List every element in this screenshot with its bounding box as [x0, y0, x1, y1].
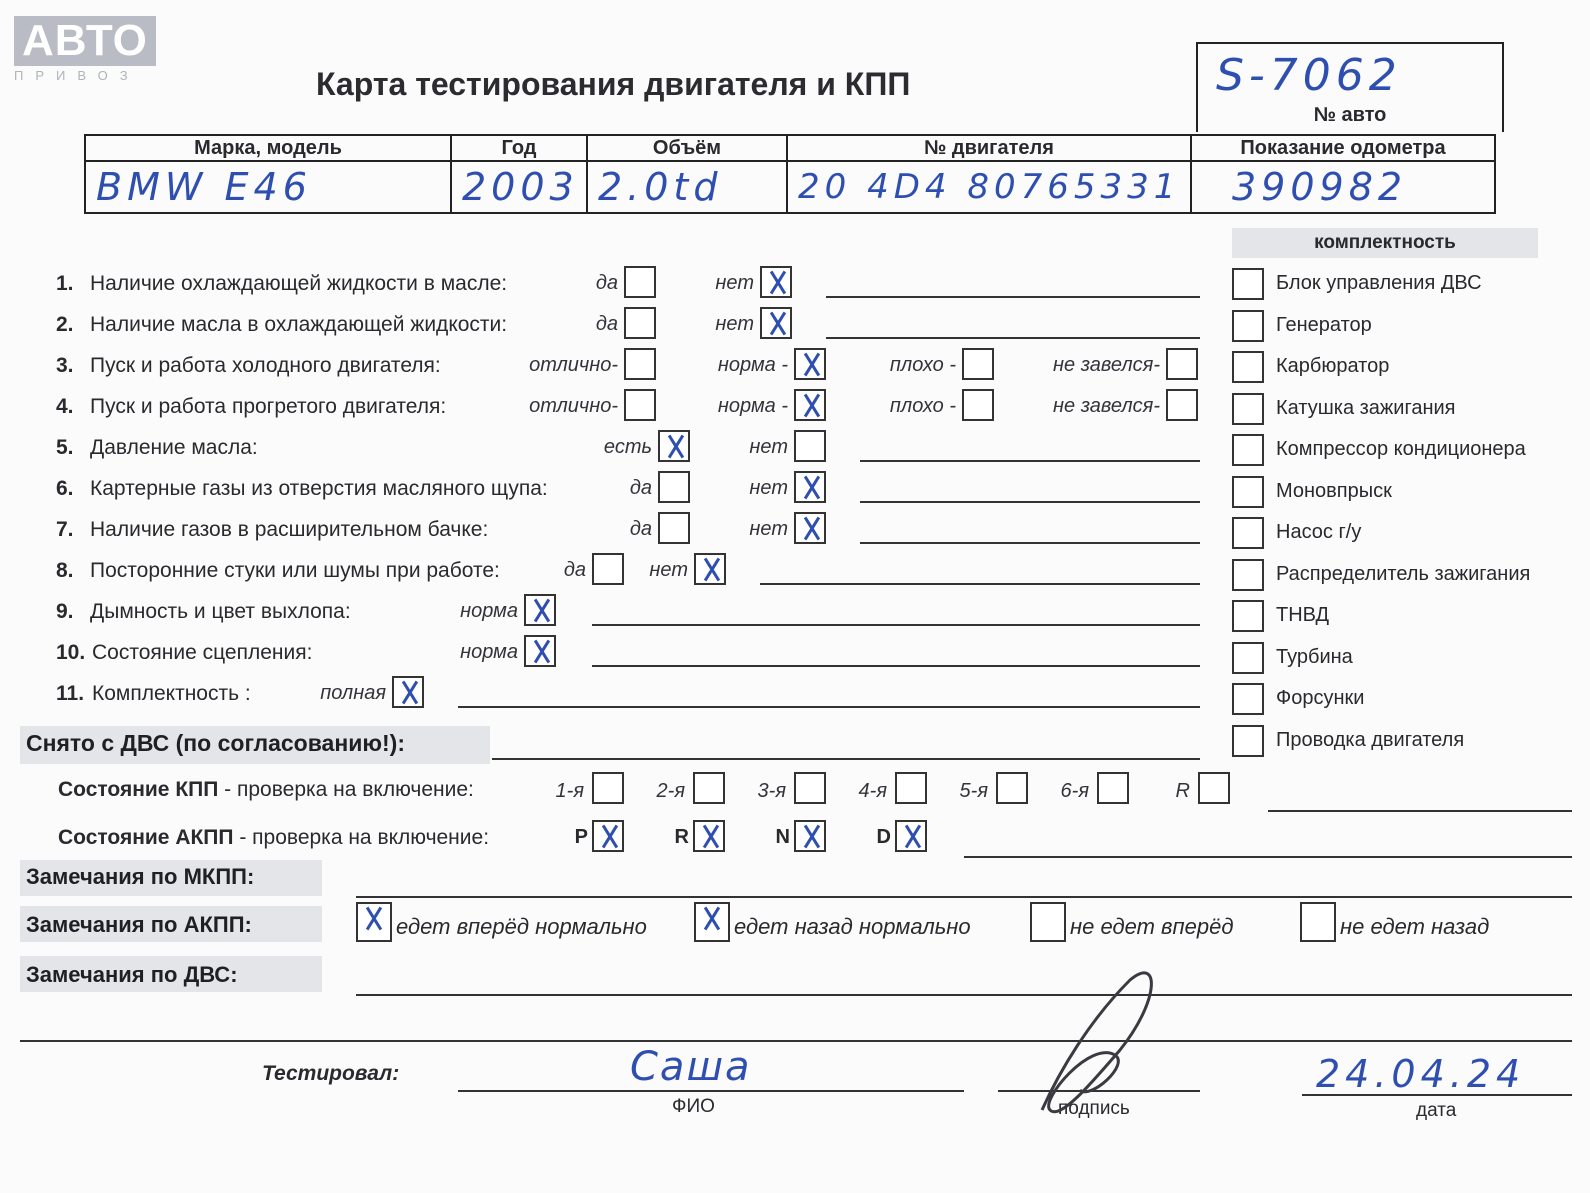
kit-item-label: Проводка двигателя [1276, 728, 1465, 751]
question-text: Состояние сцепления: [92, 641, 313, 664]
kit-item-label: Форсунки [1276, 687, 1365, 709]
gear-label: 6-я [1060, 780, 1089, 802]
option-checkbox[interactable] [794, 389, 826, 421]
option-checkbox[interactable] [658, 471, 690, 503]
option-label: да [629, 477, 652, 499]
mkpp-remarks-line[interactable] [356, 896, 1572, 898]
dvs-remarks-label: Замечания по ДВС: [26, 962, 238, 987]
question-number: 10. [56, 641, 86, 664]
akpp-gear-label: N [775, 826, 790, 848]
akpp-remark-checkbox[interactable] [1300, 902, 1336, 942]
question-text: Комплектность : [92, 682, 251, 705]
option-checkbox[interactable] [524, 635, 556, 667]
option-label: да [595, 272, 618, 294]
option-label: есть [603, 436, 652, 458]
logo [14, 16, 156, 83]
question-text: Давление масла: [90, 436, 258, 459]
kit-item-label: Катушка зажигания [1276, 396, 1456, 419]
kit-title-bar [1232, 228, 1538, 258]
logo-sub-text: ПРИВОЗ [14, 68, 140, 83]
gear-checkbox[interactable] [693, 772, 725, 804]
option-checkbox[interactable] [794, 430, 826, 462]
option-checkbox[interactable] [624, 389, 656, 421]
value-odometer[interactable]: 390982 [1191, 161, 1495, 213]
fio-line [458, 1090, 964, 1092]
answer-line[interactable] [458, 706, 1200, 708]
car-id-box [1196, 42, 1504, 104]
question-text: Наличие масла в охлаждающей жидкости: [90, 313, 508, 336]
gear-checkbox[interactable] [794, 772, 826, 804]
tester-name[interactable]: Саша [630, 1044, 752, 1090]
akpp-line[interactable] [964, 856, 1572, 858]
value-volume[interactable]: 2.0td [587, 161, 787, 213]
akpp-remark-label: не едет назад [1340, 914, 1490, 939]
answer-line[interactable] [592, 624, 1200, 626]
gear-label: 3-я [757, 780, 786, 802]
question-number: 11. [56, 682, 85, 705]
option-checkbox[interactable] [524, 594, 556, 626]
kit-checkbox[interactable] [1232, 559, 1264, 591]
akpp-remark-label: едет назад нормально [734, 914, 971, 939]
option-label: плохо - [889, 354, 956, 376]
dvs-remarks-line[interactable] [356, 994, 1572, 996]
fio-label: ФИО [672, 1096, 715, 1117]
akpp-gear-checkbox[interactable] [794, 820, 826, 852]
akpp-label-bold: Состояние АКПП [58, 826, 234, 849]
option-checkbox[interactable] [760, 266, 792, 298]
kit-checkbox[interactable] [1232, 434, 1264, 466]
test-date[interactable]: 24.04.24 [1316, 1052, 1526, 1096]
option-label: нет [715, 272, 754, 294]
option-checkbox[interactable] [962, 389, 994, 421]
question-number: 7. [56, 518, 74, 541]
header-make-model: Марка, модель [85, 135, 451, 161]
option-label: нет [749, 518, 788, 540]
sign-label: подпись [1058, 1098, 1130, 1119]
kit-item-label: ТНВД [1276, 604, 1330, 626]
option-checkbox[interactable] [1166, 389, 1198, 421]
kit-item-label: Компрессор кондиционера [1276, 438, 1526, 460]
option-label: нет [649, 559, 688, 581]
kit-checkbox[interactable] [1232, 476, 1264, 508]
akpp-gear-checkbox[interactable] [693, 820, 725, 852]
header-odometer: Показание одометра [1191, 135, 1495, 161]
akpp-gear-label: P [574, 826, 588, 848]
kpp-line[interactable] [1268, 810, 1572, 812]
question-text: Наличие охлаждающей жидкости в масле: [90, 272, 508, 295]
question-number: 6. [56, 477, 74, 500]
dvs-remarks-line-2[interactable] [20, 1040, 1572, 1042]
kit-checkbox[interactable] [1232, 683, 1264, 715]
page-title: Карта тестирования двигателя и КПП [316, 66, 911, 102]
option-checkbox[interactable] [760, 307, 792, 339]
answer-line[interactable] [860, 460, 1200, 462]
question-number: 4. [56, 395, 74, 418]
kit-item-label: Распределитель зажигания [1276, 562, 1531, 585]
akpp-remarks-label: Замечания по АКПП: [26, 912, 252, 937]
akpp-remark-checkbox[interactable] [356, 902, 392, 942]
akpp-remark-checkbox[interactable] [1030, 902, 1066, 942]
option-label: норма [460, 641, 518, 663]
kpp-label [58, 778, 474, 802]
answer-line[interactable] [826, 337, 1200, 339]
tested-by-label: Тестировал: [262, 1062, 400, 1085]
option-label: отлично- [529, 395, 618, 417]
value-engine-number[interactable]: 20 4D4 80765331 [787, 161, 1191, 213]
value-year[interactable]: 2003 [451, 161, 587, 213]
option-label: полная [320, 682, 386, 704]
gear-label: R [1175, 780, 1190, 802]
logo-main-text: АВТО [14, 16, 156, 66]
option-label: не завелся- [1053, 354, 1160, 376]
mkpp-remarks-label: Замечания по МКПП: [26, 864, 255, 889]
kit-item-label: Блок управления ДВС [1276, 272, 1482, 294]
kit-checkbox[interactable] [1232, 517, 1264, 549]
question-number: 1. [56, 272, 74, 295]
header-year: Год [451, 135, 587, 161]
kit-checkbox[interactable] [1232, 268, 1264, 300]
kit-checkbox[interactable] [1232, 393, 1264, 425]
question-number: 5. [56, 436, 74, 459]
header-engine-number: № двигателя [787, 135, 1191, 161]
answer-line[interactable] [760, 583, 1200, 585]
option-checkbox[interactable] [392, 676, 424, 708]
car-id-label: № авто [1196, 104, 1504, 132]
question-text: Наличие газов в расширительном бачке: [90, 518, 489, 541]
akpp-remark-label: едет вперёд нормально [396, 914, 647, 939]
kpp-label-bold: Состояние КПП [58, 778, 219, 801]
kit-title: комплектность [1314, 232, 1456, 253]
akpp-remark-checkbox[interactable] [694, 902, 730, 942]
akpp-remark-label: не едет вперёд [1070, 914, 1234, 939]
option-checkbox[interactable] [794, 471, 826, 503]
option-label: нет [715, 313, 754, 335]
option-checkbox[interactable] [624, 307, 656, 339]
option-label: да [595, 313, 618, 335]
gear-label: 2-я [656, 780, 685, 802]
kpp-label-rest: - проверка на включение: [218, 778, 474, 801]
gear-checkbox[interactable] [592, 772, 624, 804]
gear-label: 5-я [959, 780, 988, 802]
question-text: Картерные газы из отверстия масляного щупа: [90, 477, 548, 500]
question-number: 8. [56, 559, 74, 582]
gear-checkbox[interactable] [1097, 772, 1129, 804]
question-number: 3. [56, 354, 74, 377]
option-checkbox[interactable] [624, 266, 656, 298]
kit-item-label: Моновпрыск [1276, 479, 1392, 502]
option-checkbox[interactable] [794, 348, 826, 380]
akpp-label [58, 826, 489, 850]
option-label: не завелся- [1053, 395, 1160, 417]
question-text: Посторонние стуки или шумы при работе: [90, 559, 500, 582]
gear-label: 1-я [555, 780, 584, 802]
removed-line[interactable] [492, 758, 1200, 760]
question-number: 9. [56, 600, 74, 623]
answer-line[interactable] [592, 665, 1200, 667]
option-label: нет [749, 477, 788, 499]
akpp-gear-label: R [674, 826, 689, 848]
akpp-gear-checkbox[interactable] [592, 820, 624, 852]
date-label: дата [1416, 1100, 1457, 1121]
option-label: норма [460, 600, 518, 622]
kit-checkbox[interactable] [1232, 725, 1264, 757]
question-number: 2. [56, 313, 74, 336]
akpp-gear-label: D [876, 826, 891, 848]
gear-label: 4-я [858, 780, 887, 802]
date-line [1302, 1094, 1572, 1096]
option-label: норма - [717, 395, 788, 417]
akpp-label-rest: - проверка на включение: [233, 826, 490, 849]
kit-checkbox[interactable] [1232, 642, 1264, 674]
vehicle-info-table [84, 134, 1496, 214]
question-text: Пуск и работа прогретого двигателя: [90, 395, 447, 418]
option-checkbox[interactable] [658, 512, 690, 544]
kit-item-label: Насос г/у [1276, 521, 1362, 543]
option-label: да [563, 559, 586, 581]
option-checkbox[interactable] [592, 553, 624, 585]
kit-checkbox[interactable] [1232, 600, 1264, 632]
option-checkbox[interactable] [794, 512, 826, 544]
signature-scribble [1030, 960, 1170, 1130]
gear-checkbox[interactable] [996, 772, 1028, 804]
header-volume: Объём [587, 135, 787, 161]
answer-line[interactable] [860, 501, 1200, 503]
option-label: отлично- [529, 354, 618, 376]
gear-checkbox[interactable] [895, 772, 927, 804]
option-label: норма - [717, 354, 788, 376]
kit-item-label: Генератор [1276, 313, 1372, 336]
option-checkbox[interactable] [694, 553, 726, 585]
removed-label: Снято с ДВС (по согласованию!): [26, 730, 405, 756]
value-make-model[interactable]: BMW E46 [85, 161, 451, 213]
option-checkbox[interactable] [1166, 348, 1198, 380]
kit-checkbox[interactable] [1232, 310, 1264, 342]
kit-item-label: Карбюратор [1276, 355, 1390, 377]
kit-checkbox[interactable] [1232, 351, 1264, 383]
question-text: Дымность и цвет выхлопа: [90, 600, 351, 623]
option-label: да [629, 518, 652, 540]
answer-line[interactable] [826, 296, 1200, 298]
option-checkbox[interactable] [624, 348, 656, 380]
option-label: плохо - [889, 395, 956, 417]
answer-line[interactable] [860, 542, 1200, 544]
akpp-gear-checkbox[interactable] [895, 820, 927, 852]
car-id-value: S-7062 [1216, 50, 1402, 101]
option-checkbox[interactable] [658, 430, 690, 462]
question-text: Пуск и работа холодного двигателя: [90, 354, 441, 377]
gear-checkbox[interactable] [1198, 772, 1230, 804]
option-label: нет [749, 436, 788, 458]
option-checkbox[interactable] [962, 348, 994, 380]
kit-item-label: Турбина [1276, 645, 1353, 668]
